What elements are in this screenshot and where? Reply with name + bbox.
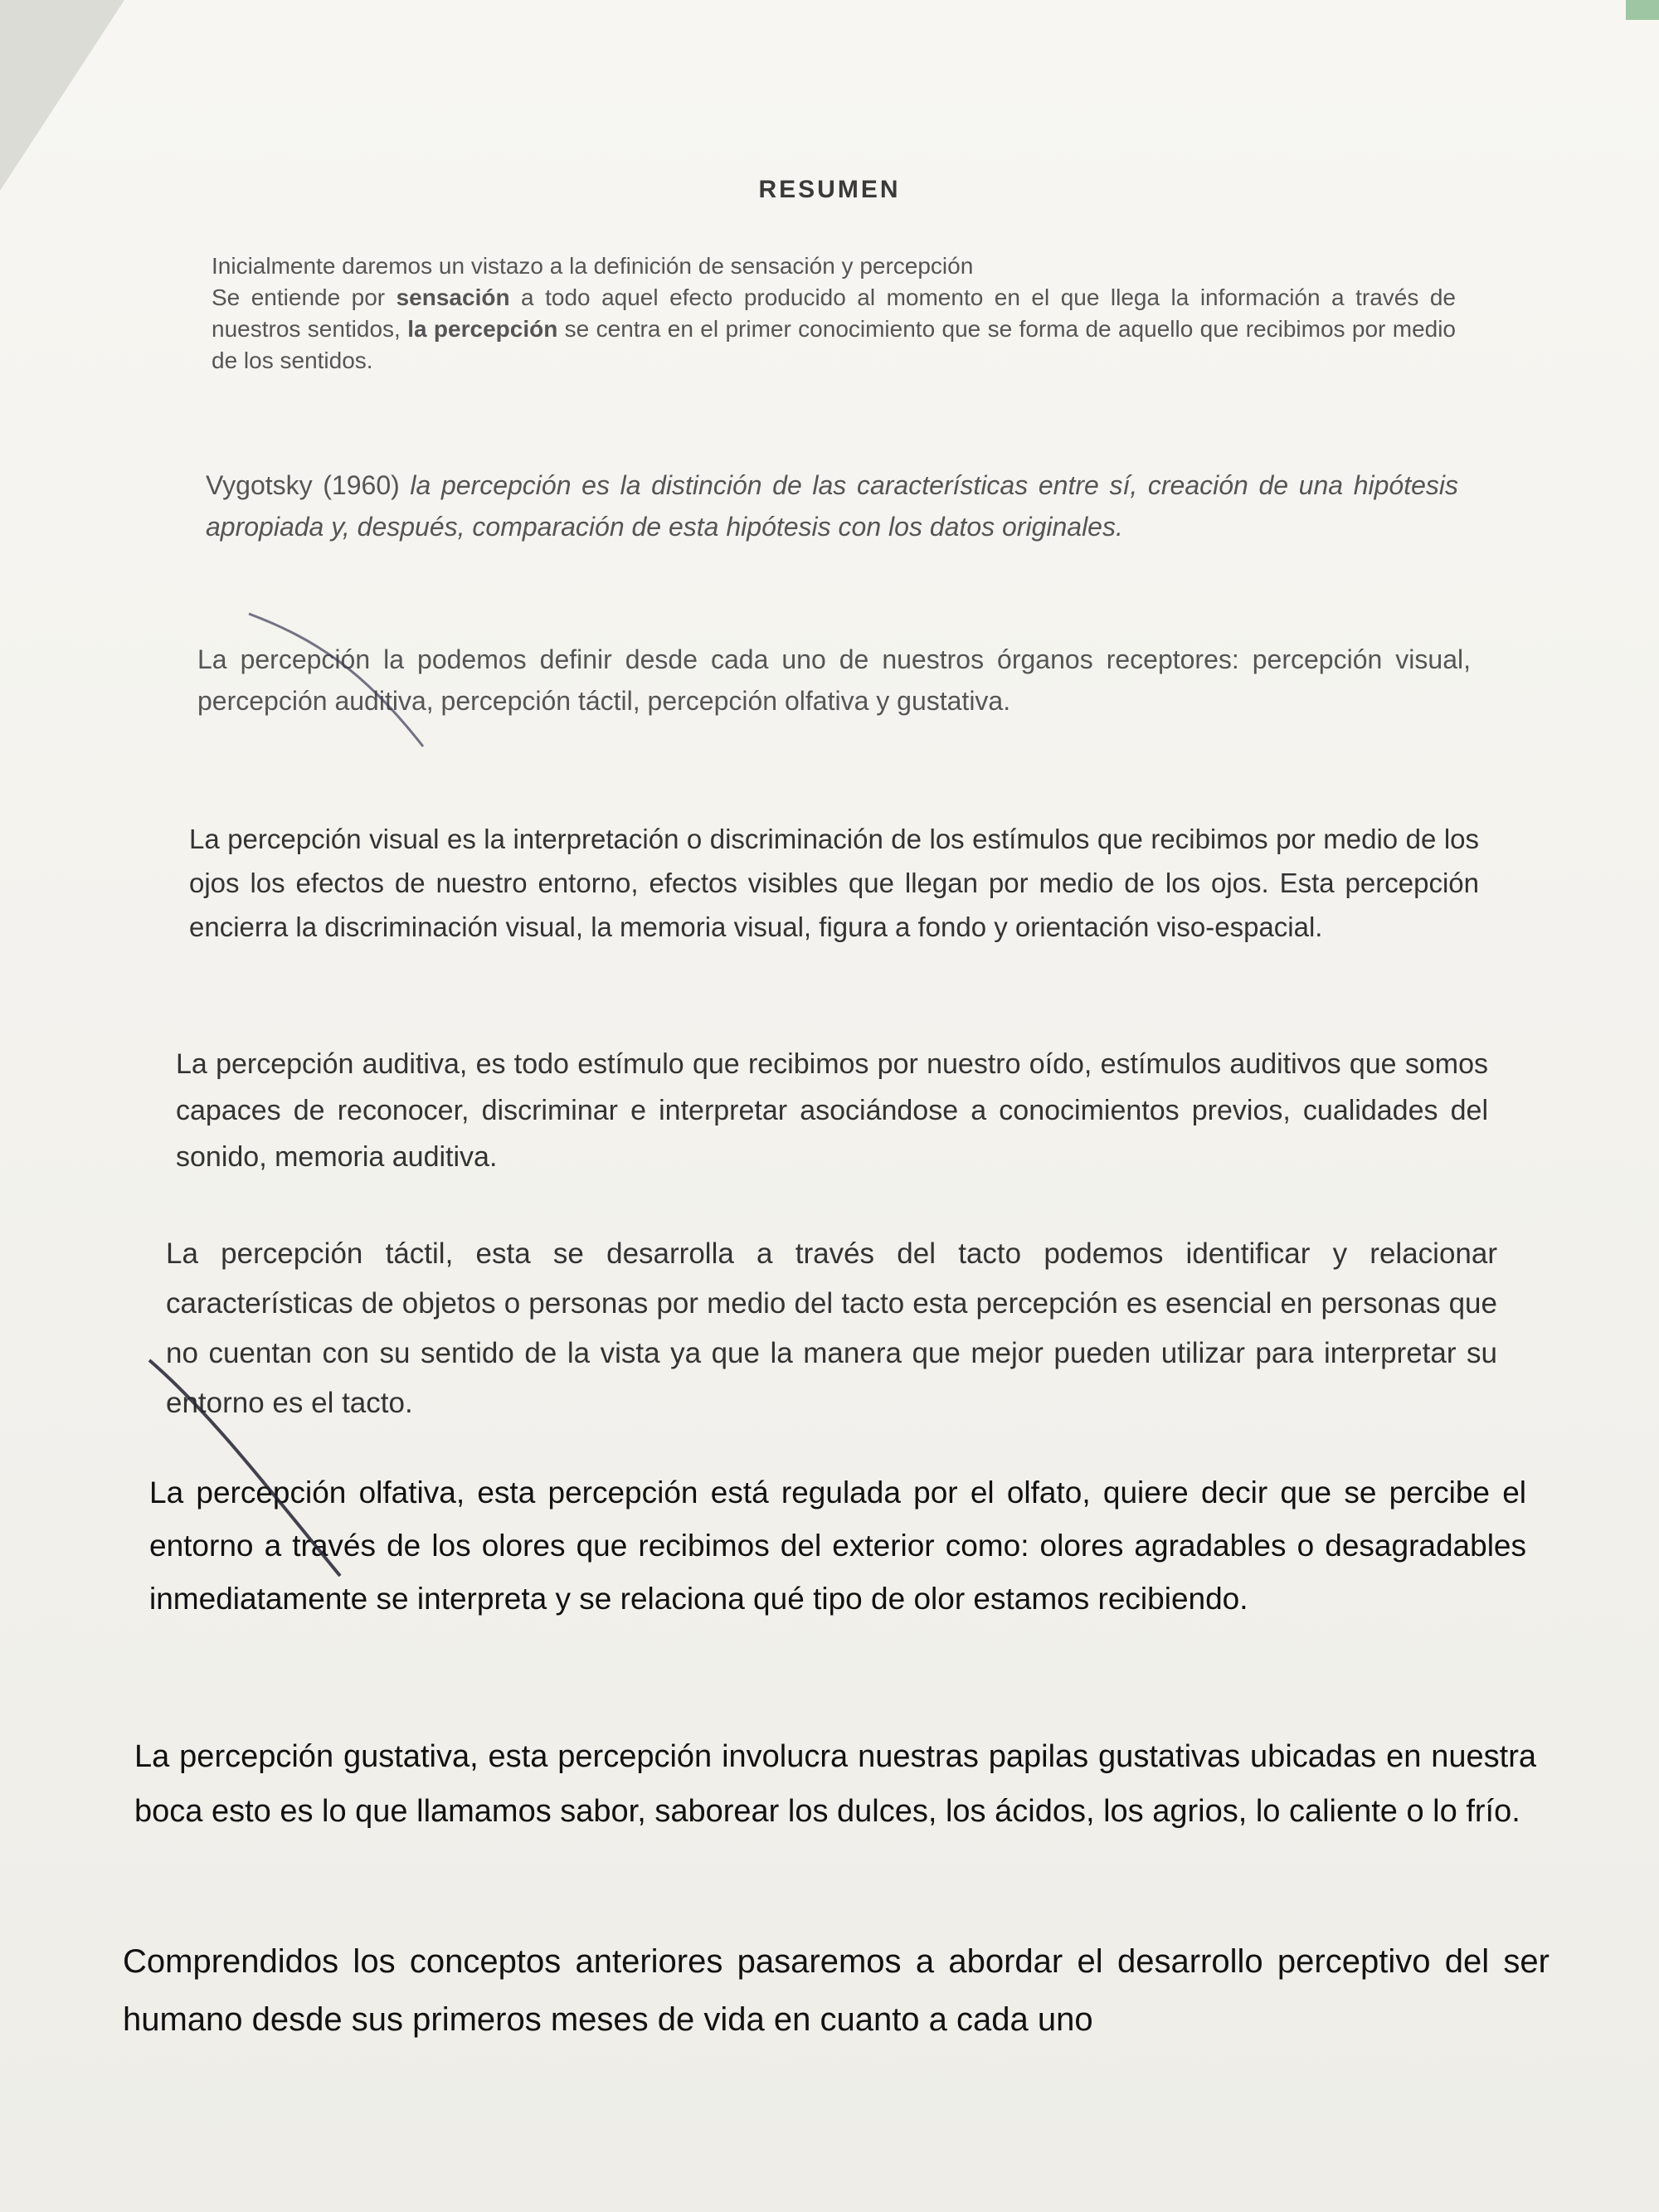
intro-part1: Se entiende por	[212, 284, 397, 310]
intro-part2: a todo aquel efecto producido al momento en el que llega la información a través de nuestros sentidos,	[212, 284, 1456, 342]
term-percepcion: la percepción	[407, 316, 558, 342]
intro-part3: se centra en el primer conocimiento que se forma de aquello que recibimos por medio de los sentidos.	[212, 316, 1456, 373]
vygotsky-quote: la percepción es la distinción de las características entre sí, creación de una hipótesis apropiada y, después, comparación de esta hipótesis con los datos originales.	[206, 470, 1459, 542]
intro-line1: Inicialmente daremos un vistazo a la definición de sensación y percepción	[212, 253, 974, 279]
paragraph-olfativa: La percepción olfativa, esta percepción está regulada por el olfato, quiere decir que se percibe el entorno a través de los olores que recibimos del exterior como: olores agradables o desagradables inmediatamente se interpreta y se relaciona qué tipo de olor estamos recibiendo.	[149, 1475, 1526, 1616]
paragraph-visual: La percepción visual es la interpretación o discriminación de los estímulos que recibimos por medio de los ojos los efectos de nuestro entorno, efectos visibles que llegan por medio de los ojos. Esta percepción encierra la discriminación visual, la memoria visual, figura a fondo y orientación viso-espacial.	[189, 824, 1479, 942]
paragraph-tactil: La percepción táctil, esta se desarrolla a través del tacto podemos identificar y relacionar características de objetos o personas por medio del tacto esta percepción es esencial en personas que no cuentan con su sentido de la vista ya que la manera que mejor pueden utilizar para interpretar su entorno es el tacto.	[166, 1237, 1497, 1419]
page-title: RESUMEN	[758, 176, 901, 203]
term-sensacion: sensación	[396, 284, 510, 310]
pen-stroke-2	[149, 1360, 340, 1576]
paragraph-auditiva: La percepción auditiva, es todo estímulo que recibimos por nuestro oído, estímulos auditivos que somos capaces de reconocer, discriminar e interpretar asociándose a conocimientos previos, cualidades del sonido, memoria auditiva.	[176, 1048, 1488, 1173]
vygotsky-author: Vygotsky (1960)	[206, 470, 411, 500]
pen-stroke-1	[249, 614, 423, 746]
paragraph-receptores: La percepción la podemos definir desde cada uno de nuestros órganos receptores: percepción visual, percepción auditiva, percepción táctil, percepción olfativa y gustativa.	[197, 644, 1471, 716]
paragraph-gustativa: La percepción gustativa, esta percepción involucra nuestras papilas gustativas ubicadas en nuestra boca esto es lo que llamamos sabor, saborear los dulces, los ácidos, los agrios, lo caliente o lo frío.	[134, 1739, 1536, 1829]
paragraph-conclusion: Comprendidos los conceptos anteriores pasaremos a abordar el desarrollo perceptivo del ser humano desde sus primeros meses de vida en cuanto a cada uno	[123, 1943, 1550, 2038]
